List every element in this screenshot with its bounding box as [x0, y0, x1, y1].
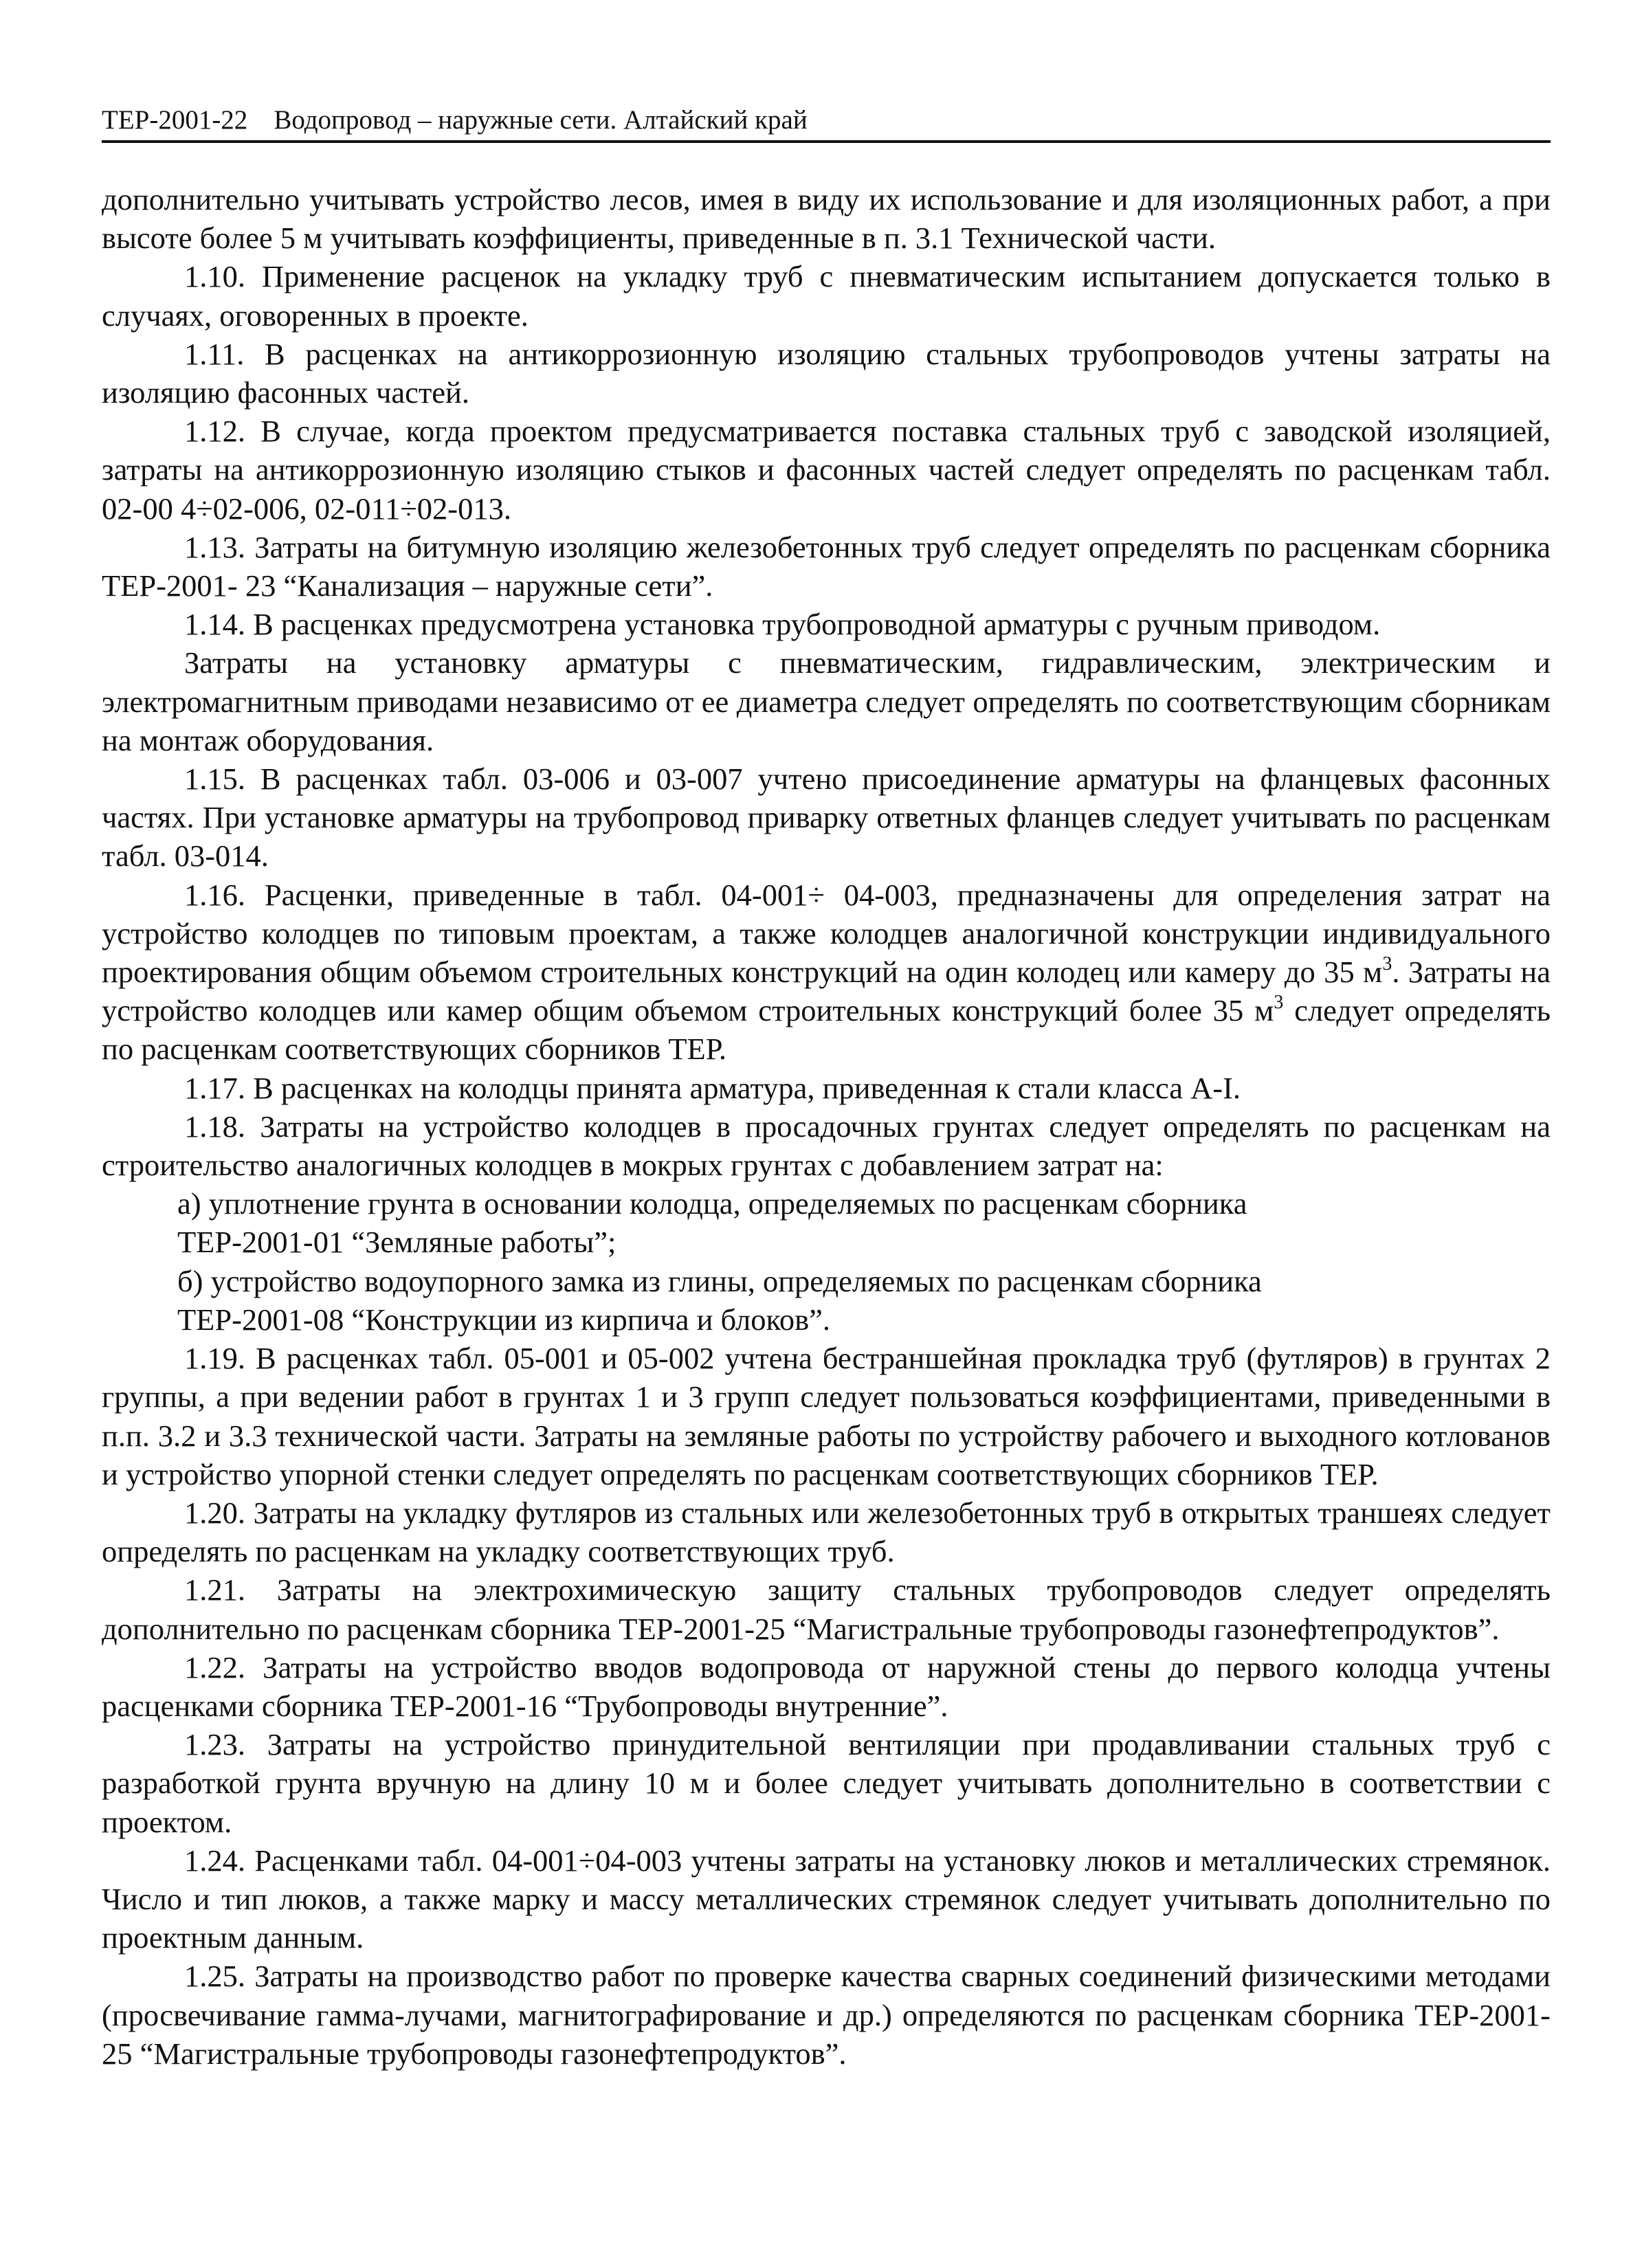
paragraph-1-20: 1.20. Затраты на укладку футляров из стальных или железобетонных труб в открытых траншеях следует определять по расценкам на укладку соответствующих труб.	[102, 1495, 1551, 1569]
paragraph-1-23: 1.23. Затраты на устройство принудительной вентиляции при продавливании стальных труб с разработкой грунта вручную на длину 10 м и более следует учитывать дополнительно в соответствии с проектом.	[102, 1727, 1551, 1839]
superscript-cube: 3	[1382, 953, 1392, 975]
paragraph-1-17: 1.17. В расценках на колодцы принята арматура, приведенная к стали класса А-I.	[184, 1070, 1241, 1105]
list-item-b-cont: ТЕР-2001-08 “Конструкции из кирпича и блоков”.	[177, 1302, 831, 1337]
paragraph-1-15: 1.15. В расценках табл. 03-006 и 03-007 учтено присоединение арматуры на фланцевых фасонных частях. При установке арматуры на трубопровод приварку ответных фланцев следует учитывать по расценкам табл. 03-014.	[102, 761, 1551, 874]
paragraph-1-24: 1.24. Расценками табл. 04-001÷04-003 учтены затраты на установку люков и металлических стремянок. Число и тип люков, а также марку и массу металлических стремянок следует учитывать дополнительно по проектным данным.	[102, 1843, 1551, 1955]
paragraph-1-14-cont: Затраты на установку арматуры с пневматическим, гидравлическим, электрическим и электромагнитным приводами независимо от ее диаметра следует определять по соответствующим сборникам на монтаж оборудования.	[102, 645, 1551, 757]
paragraph-1-25: 1.25. Затраты на производство работ по проверке качества сварных соединений физическими методами (просвечивание гамма-лучами, магнитографирование и др.) определяются по расценкам сборника ТЕР-2001-25 “Магистральные трубопроводы газонефтепродуктов”.	[102, 1959, 1551, 2071]
paragraph-1-13: 1.13. Затраты на битумную изоляцию железобетонных труб следует определять по расценкам сборника ТЕР-2001- 23 “Канализация – наружные сети”.	[102, 529, 1551, 603]
document-body	[102, 180, 1551, 2073]
paragraph-1-16	[102, 876, 1551, 1069]
paragraph-1-22: 1.22. Затраты на устройство вводов водопровода от наружной стены до первого колодца учтены расценками сборника ТЕР-2001-16 “Трубопроводы внутренние”.	[102, 1649, 1551, 1723]
paragraph-1-16-part-a: 1.16. Расценки, приведенные в табл. 04-001÷ 04-003, предназначены для определения затрат на устройство колодцев по типовым проектам, а также колодцев аналогичной конструкции индивидуального проектирования общим объемом строительных конструкций на один колодец или камеру до 35 м	[102, 877, 1551, 990]
list-item-a-cont: ТЕР-2001-01 “Земляные работы”;	[177, 1225, 616, 1260]
header-title: Водопровод – наружные сети. Алтайский край	[274, 105, 808, 135]
list-item-a: а) уплотнение грунта в основании колодца, определяемых по расценкам сборника	[177, 1186, 1247, 1221]
paragraph-1-21: 1.21. Затраты на электрохимическую защиту стальных трубопроводов следует определять дополнительно по расценкам сборника ТЕР-2001-25 “Магистральные трубопроводы газонефтепродуктов”.	[102, 1572, 1551, 1646]
header-rule	[102, 140, 1551, 143]
header-code: ТЕР-2001-22	[102, 105, 248, 135]
paragraph-1-16-part-c: следует определять по расценкам соответствующих сборников ТЕР.	[102, 993, 1551, 1067]
list-item-b: б) устройство водоупорного замка из глины, определяемых по расценкам сборника	[177, 1263, 1262, 1298]
superscript-cube: 3	[1274, 992, 1284, 1014]
paragraph-continuation: дополнительно учитывать устройство лесов, имея в виду их использование и для изоляционных работ, а при высоте более 5 м учитывать коэффициенты, приведенные в п. 3.1 Технической части.	[102, 182, 1551, 256]
page-header	[102, 103, 1551, 137]
paragraph-1-11: 1.11. В расценках на антикоррозионную изоляцию стальных трубопроводов учтены затраты на изоляцию фасонных частей.	[102, 336, 1551, 410]
paragraph-1-12: 1.12. В случае, когда проектом предусматривается поставка стальных труб с заводской изоляцией, затраты на антикоррозионную изоляцию стыков и фасонных частей следует определять по расценкам табл. 02-00 4÷02-006, 02-011÷02-013.	[102, 414, 1551, 526]
paragraph-1-19: 1.19. В расценках табл. 05-001 и 05-002 учтена бестраншейная прокладка труб (футляров) в грунтах 2 группы, а при ведении работ в грунтах 1 и 3 групп следует пользоваться коэффициентами, приведенными в п.п. 3.2 и 3.3 технической части. Затраты на земляные работы по устройству рабочего и выходного котлованов и устройство упорной стенки следует определять по расценкам соответствующих сборников ТЕР.	[102, 1341, 1551, 1491]
paragraph-1-16-part-b: . Затраты на устройство колодцев или камер общим объемом строительных конструкций более 35 м	[102, 955, 1551, 1028]
paragraph-1-18: 1.18. Затраты на устройство колодцев в просадочных грунтах следует определять по расценкам на строительство аналогичных колодцев в мокрых грунтах с добавлением затрат на:	[102, 1109, 1551, 1183]
paragraph-1-14: 1.14. В расценках предусмотрена установка трубопроводной арматуры с ручным приводом.	[184, 607, 1381, 642]
paragraph-1-10: 1.10. Применение расценок на укладку труб с пневматическим испытанием допускается только в случаях, оговоренных в проекте.	[102, 259, 1551, 333]
